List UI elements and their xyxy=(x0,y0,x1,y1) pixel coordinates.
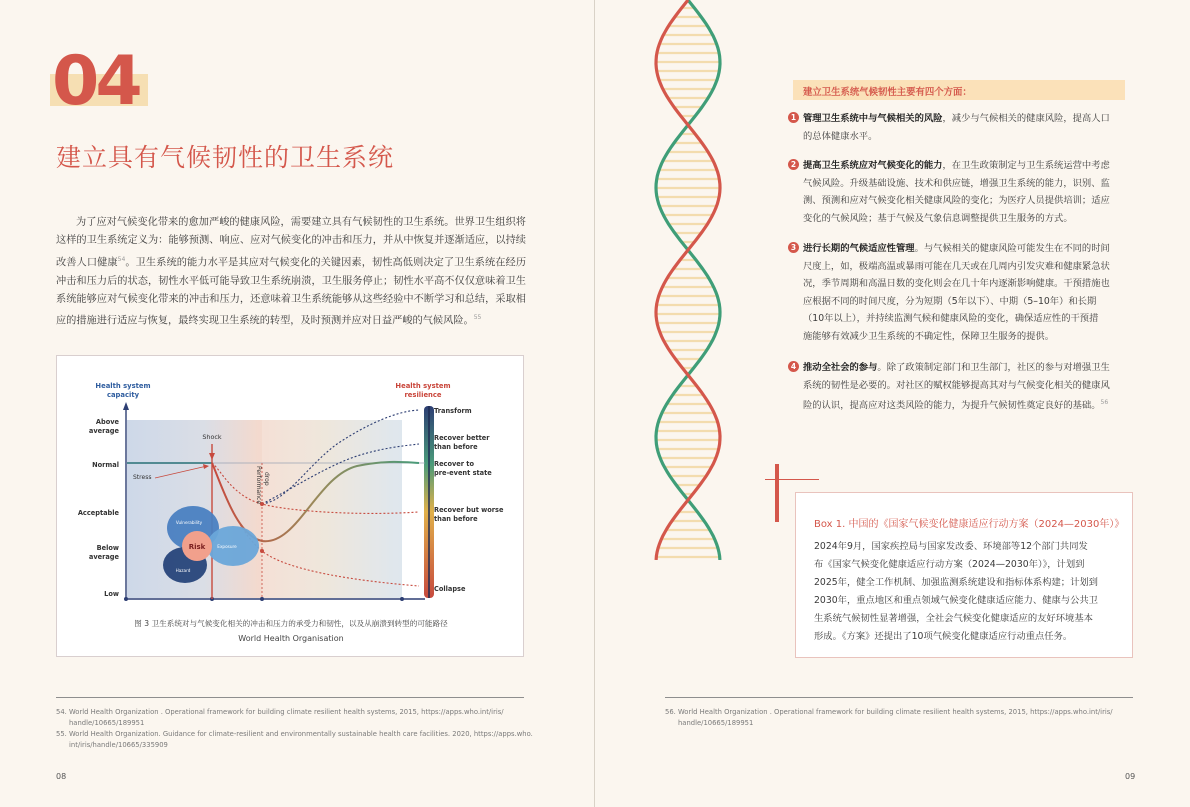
box-1-line-1: 2024年9月，国家疾控局与国家发改委、环境部等12个部门共同发 xyxy=(814,541,1088,552)
figure-source: World Health Organisation xyxy=(238,634,344,643)
footnote-ref-55[interactable]: 55 xyxy=(473,314,482,322)
box-1-line-2: 布《国家气候变化健康适应行动方案（2024—2030年）》，计划到 xyxy=(814,559,1085,570)
footnote-55-line1: 55. World Health Organization. Guidance for climate-resilient and environmentally sustainable health care facilities. 2020, https://apps.who. xyxy=(56,730,533,738)
y-tick-below-average-1: Below xyxy=(96,544,119,552)
x-axis-tick-0 xyxy=(124,597,128,601)
intro-text-part2: 。卫生系统的能力水平是其应对气候变化的关键因素，韧性高低则决定了卫生系统在经历冲击和压力后的状态，韧性水平低可能导致卫生系统崩溃，卫生服务停止；韧性水平高不仅仅意味着卫生系统能够应对气候变化带来的冲击和压力，还意味着卫生系统能够从这些经验中不断学习和总结，采取相应的措施进行适应与恢复，最终实现卫生系统的转型，及时预测并应对日益严峻的气候风险。 xyxy=(56,257,527,327)
footnote-ref-54[interactable]: 54 xyxy=(117,255,126,263)
right-axis-title-1: Health system xyxy=(395,382,451,390)
left-axis-title-2: capacity xyxy=(106,391,140,399)
footnotes-right xyxy=(665,707,1145,729)
aspect-number-4: 4 xyxy=(788,361,799,372)
footnote-divider xyxy=(56,697,524,698)
aspect-2-text xyxy=(803,157,1128,227)
aspect-3-line2: 尺度上，如，极端高温或暴雨可能在几天或在几周内引发灾难和健康紧急状 xyxy=(803,260,1110,272)
aspect-3-line6: 施能够有效减少卫生系统的不确定性，保障卫生服务的提供。 xyxy=(803,330,1055,342)
branch-point-lower xyxy=(260,549,264,553)
exposure-label: Exposure xyxy=(217,544,237,549)
aspect-2-line1: ，在卫生政策制定与卫生系统运营中考虑 xyxy=(942,160,1110,171)
outcome-transform: Transform xyxy=(434,407,472,415)
aspect-3-text xyxy=(803,240,1128,346)
aspect-2-line3: 测、预测和应对气候变化相关健康风险的变化；为医疗人员提供培训；适应 xyxy=(803,195,1110,207)
aspect-1 xyxy=(788,110,1128,145)
aspect-1-line1: ，减少与气候相关的健康风险，提高人口 xyxy=(942,113,1110,124)
y-tick-above-average-1: Above xyxy=(95,418,119,426)
aspect-2-heading: 提高卫生系统应对气候变化的能力 xyxy=(803,160,943,171)
aspect-4 xyxy=(788,359,1128,415)
box-marker-horizontal xyxy=(765,479,819,480)
footnote-55-line2[interactable]: int/iris/handle/10665/335909 xyxy=(69,741,168,749)
outcome-recover-better-1: Recover better xyxy=(434,434,490,442)
box-1-title: Box 1. 中国的《国家气候变化健康适应行动方案（2024—2030年）》 xyxy=(814,519,1125,530)
footnote-54-line2[interactable]: handle/10665/189951 xyxy=(69,719,145,727)
right-page xyxy=(595,0,1190,807)
x-axis-tick-3 xyxy=(400,597,404,601)
footnote-ref-56[interactable]: 56 xyxy=(1100,399,1109,407)
aspect-number-1: 1 xyxy=(788,112,799,123)
y-tick-below-average-2: average xyxy=(88,553,119,561)
right-axis-title-2: resilience xyxy=(404,391,442,399)
resilience-chart xyxy=(57,356,525,616)
aspect-1-line2: 的总体健康水平。 xyxy=(803,130,878,142)
aspect-3-line5: （10年以上），并持续监测气候和健康风险的变化，确保适应性的干预措 xyxy=(803,313,1099,325)
box-marker-vertical xyxy=(775,464,779,522)
y-tick-above-average-2: average xyxy=(88,427,119,435)
outcome-recover-worse-2: than before xyxy=(434,515,478,523)
outcome-recover-pre-event-1: Recover to xyxy=(434,460,474,468)
y-axis-arrow xyxy=(123,402,129,410)
footnote-54-line1: 54. World Health Organization . Operational framework for building climate resilient health systems, 2015, https://apps.who.int/iris/ xyxy=(56,708,504,716)
outcome-recover-worse-1: Recover but worse xyxy=(434,506,504,514)
figure-caption: 图 3 卫生系统对与气候变化相关的冲击和压力的承受力和韧性，以及从崩溃到转型的可能路径 xyxy=(134,619,448,628)
resilience-figure xyxy=(56,355,524,657)
shock-label: Shock xyxy=(202,433,222,441)
page-number-right: 09 xyxy=(1125,772,1136,781)
outcome-collapse: Collapse xyxy=(434,585,466,593)
footnote-divider-right xyxy=(665,697,1133,698)
aspect-3-line3: 况，季节周期和高温日数的变化则会在几十年内逐渐影响健康。干预措施也 xyxy=(803,278,1110,290)
dna-helix-decoration xyxy=(623,0,773,560)
aspect-2 xyxy=(788,157,1128,227)
aspect-3-line1: 。与气候相关的健康风险可能发生在不同的时间 xyxy=(914,243,1110,254)
box-1-body xyxy=(814,538,1120,646)
footnote-56-line2[interactable]: handle/10665/189951 xyxy=(678,719,754,727)
y-tick-acceptable: Acceptable xyxy=(77,509,119,517)
performance-drop-label-1: Performance xyxy=(255,466,262,505)
aspect-4-line1: 。除了政策制定部门和卫生部门，社区的参与对增强卫生 xyxy=(877,362,1110,373)
hazard-label: Hazard xyxy=(175,568,191,573)
footnote-56-line1: 56. World Health Organization . Operational framework for building climate resilient health systems, 2015, https://apps.who.int/iris/ xyxy=(665,708,1113,716)
aspect-3-heading: 进行长期的气候适应性管理 xyxy=(803,243,915,254)
aspect-1-heading: 管理卫生系统中与气候相关的风险 xyxy=(803,113,943,124)
aspect-4-text xyxy=(803,359,1128,415)
box-1-line-6: 形成。《方案》还提出了10项气候变化健康适应行动重点任务。 xyxy=(814,631,1073,642)
box-1-line-3: 2025年，健全工作机制、加强监测系统建设和指标体系构建；计划到 xyxy=(814,577,1098,588)
aspect-3-line4: 应根据不同的时间尺度，分为短期（5年以下）、中期（5–10年）和长期 xyxy=(803,295,1097,307)
box-1-line-5: 生系统气候韧性显著增强，全社会气候变化健康适应的友好环境基本 xyxy=(814,613,1093,624)
risk-label: Risk xyxy=(188,543,206,551)
aspect-4-heading: 推动全社会的参与 xyxy=(803,362,878,373)
intro-text-part1: 为了应对气候变化带来的愈加严峻的健康风险，需要建立具有气候韧性的卫生系统。世界卫生组织将这样的卫生系统定义为：能够预测、响应、应对气候变化的冲击和压力，并从中恢复并逐渐适应，以持续改善人口健康 xyxy=(56,217,526,269)
vulnerability-label: Vulnerability xyxy=(175,520,203,525)
stress-label: Stress xyxy=(133,474,152,481)
outcome-recover-better-2: than before xyxy=(434,443,478,451)
aspects-header: 建立卫生系统气候韧性主要有四个方面： xyxy=(793,80,1125,100)
left-axis-title-1: Health system xyxy=(95,382,151,390)
chapter-number: 04 xyxy=(52,42,139,121)
aspect-2-line2: 气候风险。升级基础设施、技术和供应链，增强卫生系统的能力，识别、监 xyxy=(803,177,1110,189)
aspect-1-text xyxy=(803,110,1128,145)
footnotes-left xyxy=(56,707,536,751)
page-number-left: 08 xyxy=(56,772,67,781)
page-title: 建立具有气候韧性的卫生系统 xyxy=(56,143,395,172)
box-1-line-4: 2030年，重点地区和重点领域气候变化健康适应能力、健康与公共卫 xyxy=(814,595,1098,606)
intro-paragraph xyxy=(56,214,526,331)
y-tick-normal: Normal xyxy=(92,461,119,469)
aspect-4-line3: 险的认识，提高应对这类风险的能力，为提升气候韧性奠定良好的基础。 xyxy=(803,400,1101,412)
aspect-3 xyxy=(788,240,1128,346)
outcome-recover-pre-event-2: pre-event state xyxy=(434,469,492,477)
performance-drop-label-2: drop xyxy=(263,472,270,486)
recovery-phase-band xyxy=(262,420,402,598)
y-tick-low: Low xyxy=(104,590,119,598)
aspect-2-line4: 变化的气候风险；基于气候及气象信息调整提供卫生服务的方式。 xyxy=(803,212,1073,224)
aspect-4-line2: 系统的韧性是必要的。对社区的赋权能够提高其对与气候变化相关的健康风 xyxy=(803,379,1110,391)
aspect-number-2: 2 xyxy=(788,159,799,170)
box-1 xyxy=(795,492,1133,658)
aspect-number-3: 3 xyxy=(788,242,799,253)
